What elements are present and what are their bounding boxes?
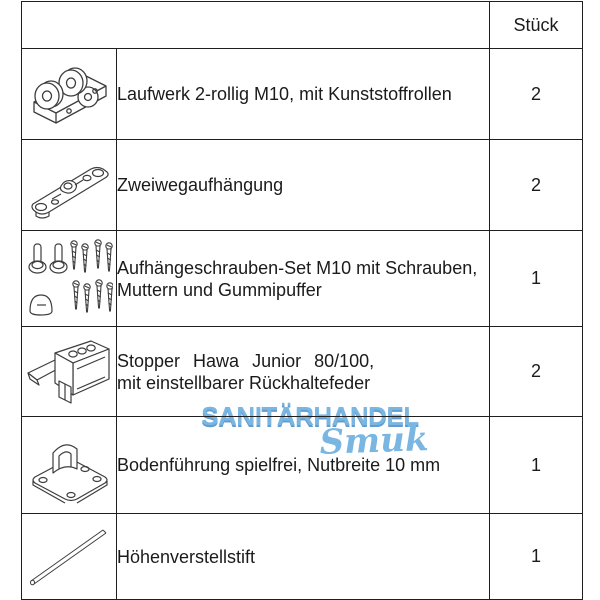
screw-set-image [25, 239, 113, 319]
part-image-cell [22, 514, 117, 600]
part-description [117, 514, 490, 600]
table-row [22, 140, 583, 231]
watermark-brand-text: SANITÄRHANDEL [201, 401, 419, 431]
quantity-column-header: Stück [490, 2, 583, 49]
table-row [22, 327, 583, 417]
roller-carriage-image [25, 55, 113, 133]
parts-table [21, 1, 583, 600]
description-line: Stopper Hawa Junior 80/100, [117, 350, 375, 371]
description-line: Zweiwegaufhängung [117, 175, 284, 195]
part-image-cell [22, 140, 117, 231]
height-adjustment-pin-image [25, 519, 113, 595]
floor-guide-image [25, 425, 113, 505]
part-image-cell [22, 231, 117, 327]
part-description [117, 417, 490, 514]
table-row [22, 49, 583, 140]
part-quantity: 1 [490, 417, 583, 514]
watermark-script-text: Smuk [318, 419, 430, 463]
description-line: Bodenführung spielfrei, Nutbreite 10 mm [117, 455, 441, 475]
two-way-suspension-image [25, 146, 113, 224]
part-description [117, 140, 490, 231]
description-line: Laufwerk 2-rollig M10, mit Kunststoffrollen [117, 84, 452, 104]
part-image-cell [22, 417, 117, 514]
part-description [117, 49, 490, 140]
header-empty-cell [22, 2, 490, 49]
table-header-row [22, 2, 583, 49]
table-row [22, 231, 583, 327]
part-image-cell [22, 327, 117, 417]
description-line: Höhenverstellstift [117, 546, 256, 567]
part-quantity: 1 [490, 514, 583, 600]
stopper-image [25, 333, 113, 411]
description-line: mit einstellbarer Rückhaltefeder [117, 372, 371, 393]
description-line: Muttern und Gummipuffer [117, 279, 322, 300]
part-quantity: 1 [490, 231, 583, 327]
part-quantity: 2 [490, 140, 583, 231]
table-row [22, 514, 583, 600]
table-row [22, 417, 583, 514]
part-image-cell [22, 49, 117, 140]
part-description [117, 231, 490, 327]
part-quantity: 2 [490, 49, 583, 140]
description-line: Aufhängeschrauben-Set M10 mit Schrauben, [117, 257, 478, 278]
part-quantity: 2 [490, 327, 583, 417]
part-description [117, 327, 490, 417]
